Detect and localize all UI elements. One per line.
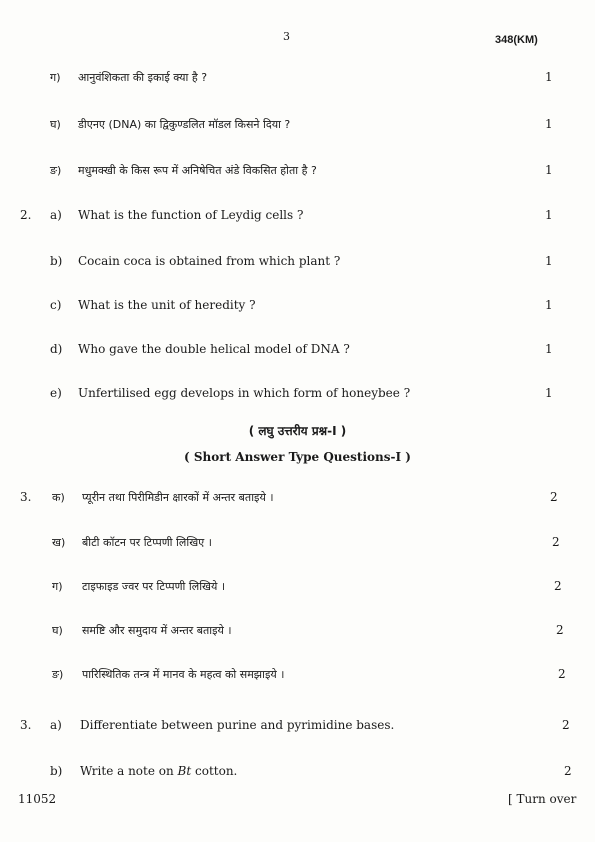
question-text-after: cotton. [191, 764, 238, 778]
question-row [0, 718, 595, 738]
question-marks: 2 [564, 764, 572, 778]
page-number: 3 [283, 30, 290, 43]
question-marks: 1 [545, 298, 553, 312]
question-text: बीटी कॉटन पर टिप्पणी लिखिए । [82, 536, 212, 549]
question-text-before: Write a note on [80, 764, 178, 778]
question-marks: 1 [545, 117, 553, 131]
question-text-italic: Bt [177, 764, 192, 778]
question-row [0, 623, 595, 643]
paper-code: 348(KM) [495, 34, 538, 46]
question-text: टाइफाइड ज्वर पर टिप्पणी लिखिये । [82, 580, 226, 593]
question-text: Unfertilised egg develops in which form of honeybee ? [78, 386, 411, 400]
question-row [0, 579, 595, 599]
section-title-english: ( Short Answer Type Questions-I ) [184, 450, 411, 464]
question-marks: 1 [545, 254, 553, 268]
question-text: What is the unit of heredity ? [78, 298, 256, 312]
question-row [0, 208, 595, 228]
question-label: b) [50, 254, 63, 268]
question-label: a) [50, 208, 62, 222]
question-row [0, 386, 595, 406]
question-marks: 1 [545, 163, 553, 177]
question-label: घ) [52, 624, 63, 637]
question-row [0, 764, 595, 784]
question-marks: 2 [552, 535, 560, 549]
question-text: मधुमक्खी के किस रूप में अनिषेचित अंडे विकसित होता है ? [78, 164, 317, 177]
question-text: डीएनए (DNA) का द्विकुण्डलित मॉडल किसने दिया ? [78, 118, 291, 131]
question-label: ख) [52, 536, 66, 549]
question-number: 3. [20, 490, 32, 504]
footer-code: 11052 [18, 792, 57, 806]
question-text: समष्टि और समुदाय में अन्तर बताइये । [82, 624, 232, 637]
question-label: ङ) [50, 164, 62, 177]
question-label: ङ) [52, 668, 64, 681]
question-row [0, 70, 595, 90]
question-text: Who gave the double helical model of DNA ? [78, 342, 350, 356]
question-text: Differentiate between purine and pyrimidine bases. [80, 718, 395, 732]
question-label: e) [50, 386, 62, 400]
question-row [0, 667, 595, 687]
question-label: ग) [52, 580, 63, 593]
question-row [0, 254, 595, 274]
question-text: What is the function of Leydig cells ? [78, 208, 304, 222]
question-text [80, 764, 237, 778]
section-title-hindi: ( लघु उत्तरीय प्रश्न-I ) [248, 424, 347, 438]
question-marks: 2 [556, 623, 564, 637]
question-row [0, 490, 595, 510]
question-marks: 2 [562, 718, 570, 732]
question-marks: 2 [558, 667, 566, 681]
question-text: आनुवंशिकता की इकाई क्या है ? [78, 71, 208, 84]
question-marks: 1 [545, 386, 553, 400]
question-row [0, 342, 595, 362]
question-text: Cocain coca is obtained from which plant ? [78, 254, 341, 268]
question-number: 2. [20, 208, 32, 222]
question-row [0, 298, 595, 318]
question-label: c) [50, 298, 62, 312]
question-marks: 1 [545, 208, 553, 222]
question-marks: 1 [545, 70, 553, 84]
question-label: ग) [50, 71, 61, 84]
question-row [0, 117, 595, 137]
question-marks: 2 [550, 490, 558, 504]
question-row [0, 163, 595, 183]
question-row [0, 535, 595, 555]
question-text: प्यूरीन तथा पिरीमिडीन क्षारकों में अन्तर बताइये । [82, 491, 274, 504]
question-marks: 1 [545, 342, 553, 356]
question-label: b) [50, 764, 63, 778]
question-label: क) [52, 491, 65, 504]
question-label: a) [50, 718, 62, 732]
question-marks: 2 [554, 579, 562, 593]
question-number: 3. [20, 718, 32, 732]
question-label: घ) [50, 118, 61, 131]
question-text: पारिस्थितिक तन्त्र में मानव के महत्व को समझाइये । [82, 668, 285, 681]
question-label: d) [50, 342, 63, 356]
turn-over: [ Turn over [508, 792, 577, 806]
